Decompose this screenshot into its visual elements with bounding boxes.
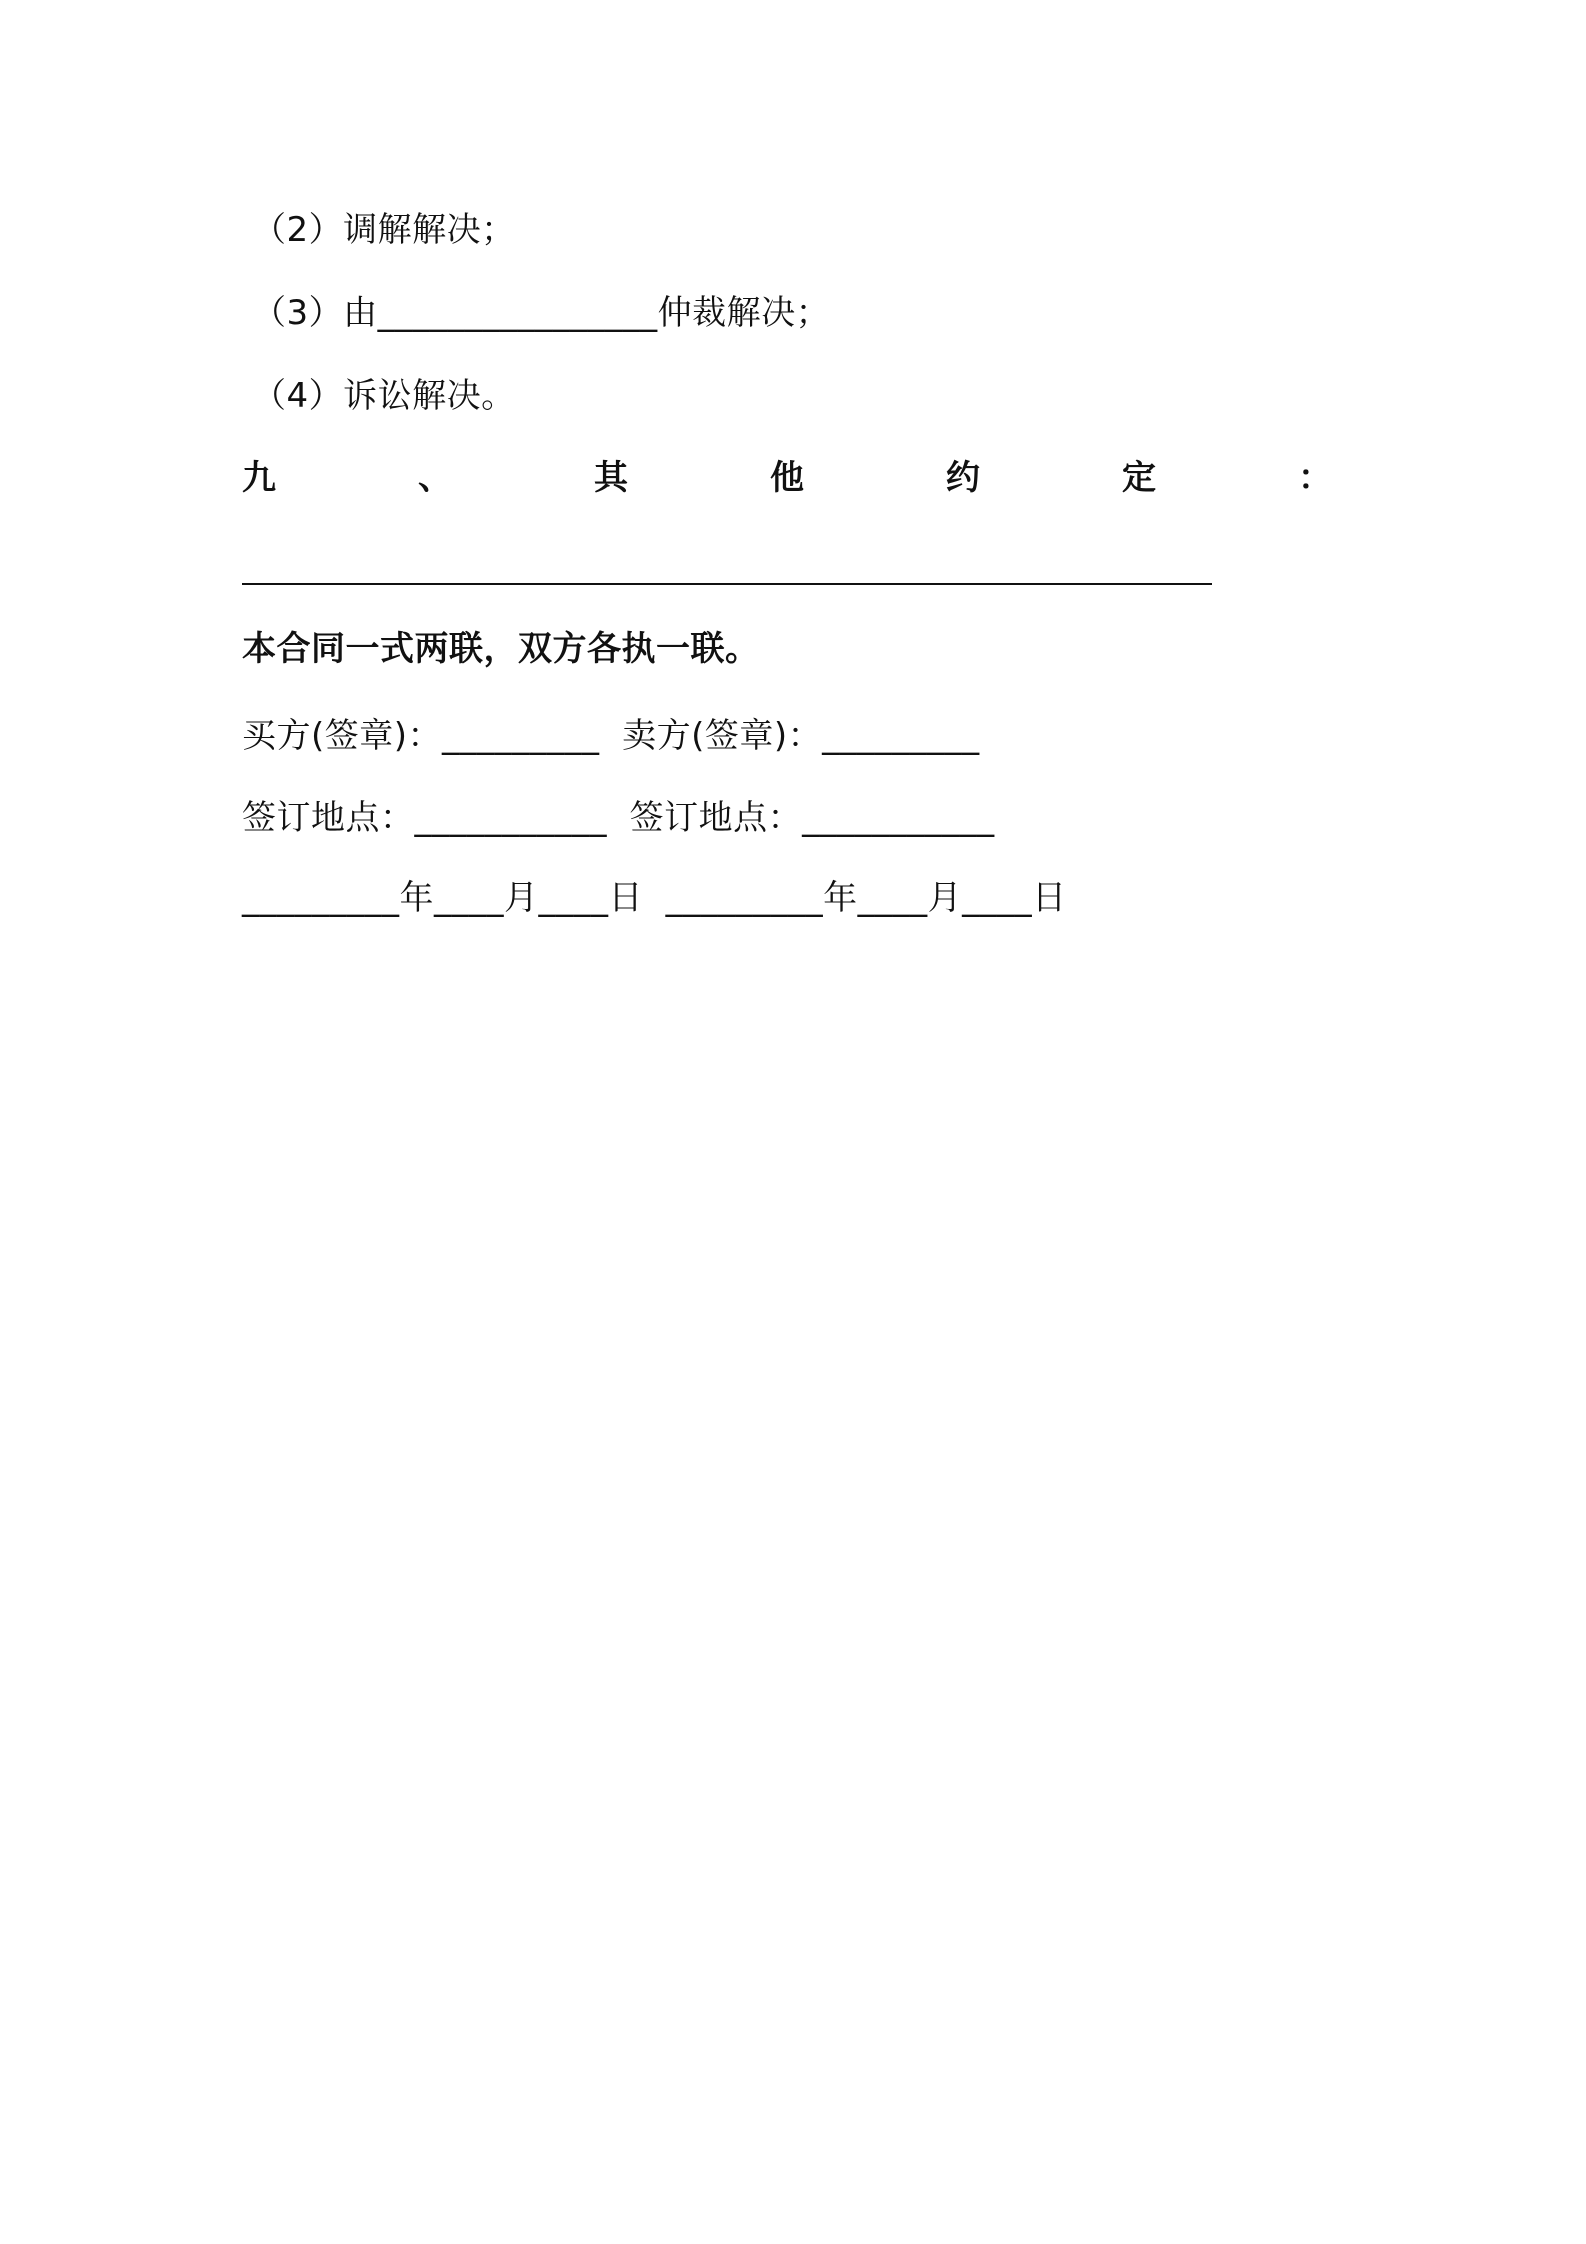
heading-char: 其 bbox=[594, 458, 628, 498]
signing-place-line: 签订地点：___________ 签订地点：___________ bbox=[242, 798, 995, 838]
signature-parties-line: 买方(签章)：_________ 卖方(签章)：_________ bbox=[242, 716, 980, 756]
other-agreements-blank-line bbox=[242, 583, 1212, 585]
heading-char: 定 bbox=[1122, 458, 1156, 498]
heading-char: ： bbox=[1298, 458, 1332, 498]
clause-item-2: （2）调解解决； bbox=[252, 210, 516, 250]
heading-char: 约 bbox=[946, 458, 980, 498]
signing-date-line: _________年____月____日 _________年____月____日 bbox=[242, 878, 1067, 918]
heading-char: 他 bbox=[770, 458, 804, 498]
section-heading-other-agreements bbox=[242, 456, 1332, 500]
clause-item-4: （4）诉讼解决。 bbox=[252, 376, 516, 416]
heading-char: 九 bbox=[242, 458, 276, 498]
copies-note: 本合同一式两联，双方各执一联。 bbox=[242, 629, 760, 669]
clause-item-3: （3）由________________仲裁解决； bbox=[252, 293, 831, 333]
heading-char: 、 bbox=[418, 458, 452, 498]
